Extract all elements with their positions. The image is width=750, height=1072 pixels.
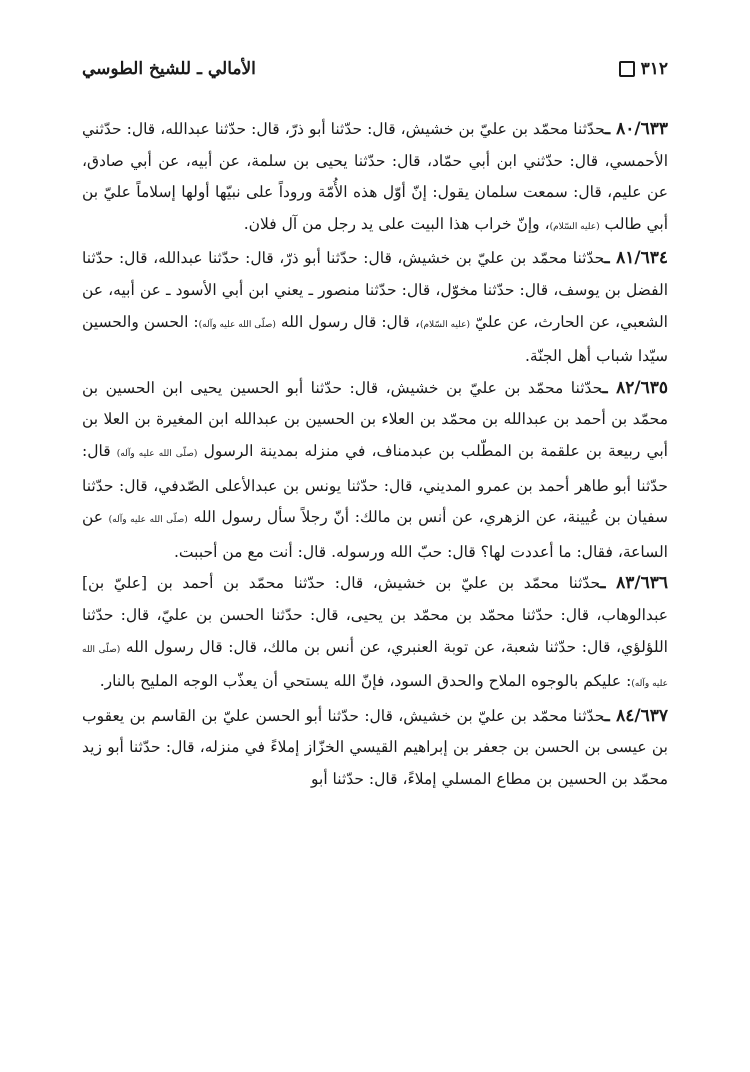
hadith-number: ٨٤/٦٣٧ ـ	[604, 705, 668, 726]
honorific: (عليه السّلام)	[549, 221, 600, 232]
page-number: ٣١٢	[640, 59, 668, 79]
honorific: (صلّى الله عليه وآله)	[108, 515, 188, 526]
hadith-number: ٨٣/٦٣٦ ـ	[600, 573, 668, 594]
hadith-number: ٨٢/٦٣٥ ـ	[602, 377, 668, 398]
hadith-text: حدّثنا محمّد بن عليّ بن خشيش، قال: حدّثنا أبو ذرّ، قال: حدّثنا عبدالله، قال: حدّثني الأحمسي، قال: حدّثني ابن أبي حمّاد، قال: حدّثنا يحيى بن سلمة، عن أبيه، عن أبي صادق، عن عليم، قال: سمعت سلمان يقول: إنّ أوّل هذه الأُمّة وروداً على نبيّها أولها إسلاماً عليّ بن أبي طالب	[82, 120, 668, 233]
hadith-84	[82, 701, 668, 796]
honorific: (صلّى الله عليه وآله)	[198, 319, 276, 330]
honorific: (صلّى الله عليه وآله)	[82, 644, 668, 690]
hadith-text-body	[82, 114, 668, 795]
hadith-text: حدّثنا محمّد بن عليّ بن خشيش، قال: حدّثنا محمّد بن أحمد بن [عليّ بن] عبدالوهاب، قال: حدّثنا محمّد بن محمّد بن يحيى، قال: حدّثنا الحسن بن عليّ، قال: حدّثنا اللؤلؤي، قال: حدّثنا شعبة، عن توبة العنبري، عن أنس بن مالك، قال: قال رسول الله	[82, 574, 668, 656]
hadith-83	[82, 568, 668, 700]
hadith-text: ، وإنّ خراب هذا البيت على يد رجل من آل فلان.	[243, 214, 550, 233]
honorific: (صلّى الله عليه وآله)	[116, 448, 198, 459]
hadith-number: ٨٠/٦٣٣ ـ	[605, 119, 668, 139]
hadith-text: : عليكم بالوجوه الملاح والحدق السود، فإنّ الله يستحي أن يعذّب الوجه المليح بالنار.	[99, 672, 632, 691]
hadith-text: قال: حدّثنا أبو طاهر أحمد بن عمرو المديني، قال: حدّثنا يونس بن عبدالأعلى الصّدفي، قال: حدّثنا سفيان بن عُيينة، عن الزهري، عن أنس بن مالك: أنّ رجلاً سأل رسول الله	[82, 441, 668, 527]
hadith-81	[82, 243, 668, 372]
honorific: (عليه السّلام)	[419, 319, 470, 330]
hadith-text: ، قال: قال رسول الله	[280, 312, 420, 331]
hadith-text: حدّثنا محمّد بن عليّ بن خشيش، قال: حدّثنا أبو الحسن عليّ بن القاسم بن يعقوب بن عيسى بن الحسن بن جعفر بن إبراهيم القيسي الخزّاز إملاءً في منزله، قال: حدّثنا أبو زيد محمّد بن الحسين بن مطاع المسلي إملاءً، قال: حدّثنا أبو	[82, 706, 668, 788]
hadith-text: : الحسن والحسين سيّدا شباب أهل الجنّة.	[82, 312, 668, 366]
page-marker-square-icon	[619, 61, 635, 77]
book-title: الأمالي ـ للشيخ الطوسي	[82, 59, 256, 79]
hadith-80	[82, 114, 668, 243]
hadith-82	[82, 373, 668, 569]
hadith-text: حدّثنا محمّد بن عليّ بن خشيش، قال: حدّثنا أبو الحسين يحيى ابن الحسين بن محمّد بن أحمد بن عبدالله بن محمّد بن العلاء بن الحسين بن عبدالله ابن المغيرة بن العلا بن أبي ربيعة بن علقمة بن المطّلب بن عبدمناف، في منزله بمدينة الرسول	[82, 378, 668, 460]
hadith-number: ٨١/٦٣٤ ـ	[604, 248, 668, 269]
running-head	[82, 52, 668, 86]
page-number-group	[619, 59, 668, 79]
hadith-text: حدّثنا محمّد بن عليّ بن خشيش، قال: حدّثنا أبو ذرّ، قال: حدّثنا عبدالله، قال: حدّثنا الفضل بن يوسف، قال: حدّثنا مخوّل، قال: حدّثنا منصور ـ يعني ابن أبي الأسود ـ عن أبيه، عن الشعبي، عن الحارث، عن عليّ	[82, 249, 668, 331]
hadith-text: عن الساعة، فقال: ما أعددت لها؟ قال: حبّ الله ورسوله. قال: أنت مع من أحببت.	[82, 508, 668, 561]
